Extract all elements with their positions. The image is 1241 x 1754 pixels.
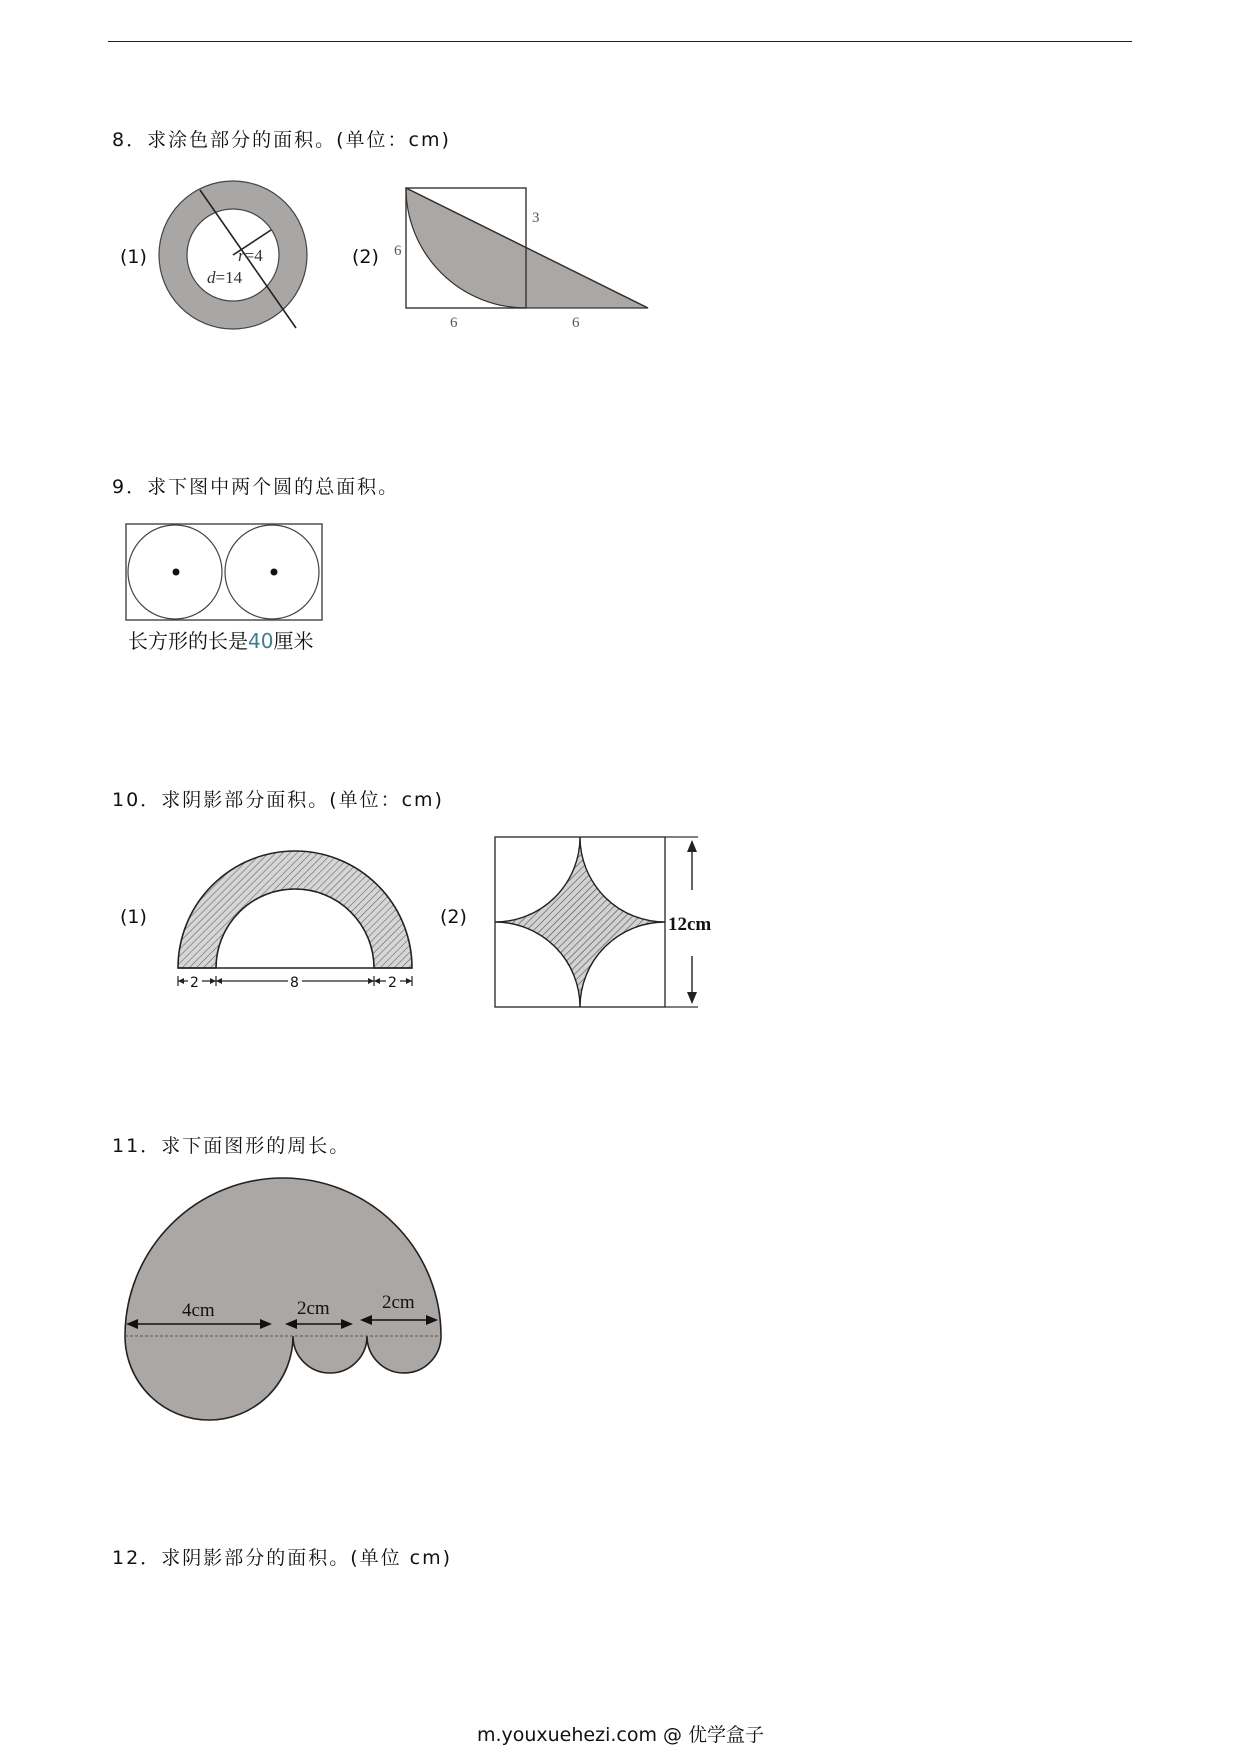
q8-part2-label: (2) — [352, 246, 379, 268]
svg-text:r=4 — [238, 246, 263, 265]
header-rule — [108, 41, 1132, 42]
q8-label-right: 3 — [532, 210, 540, 226]
q9-circles-figure — [120, 520, 330, 653]
q10-semiring-figure — [170, 838, 430, 998]
question-12: 12．求阴影部分的面积。(单位 cm) — [112, 1547, 453, 1569]
q8-part1-label: (1) — [120, 246, 147, 268]
q10-side-label: 12cm — [668, 914, 712, 935]
q11-label-2cm-a: 2cm — [297, 1298, 330, 1319]
q10-dim-right: 2 — [388, 975, 397, 991]
q9-caption-num: 40 — [248, 629, 274, 653]
q8-r-var: r — [238, 246, 245, 265]
question-11: 11．求下面图形的周长。 — [112, 1135, 351, 1157]
question-10: 10．求阴影部分面积。(单位：cm) — [112, 789, 444, 811]
q10-part2-label: (2) — [440, 906, 467, 928]
q11-arc-figure — [110, 1170, 450, 1430]
q8-label-bottom-left: 6 — [450, 315, 458, 331]
svg-text:长方形的长是40厘米 — [128, 629, 313, 653]
q8-d-val: =14 — [215, 268, 243, 287]
q10-dim-left: 2 — [190, 975, 199, 991]
q10-part1-label: (1) — [120, 906, 147, 928]
q8-label-bottom-right: 6 — [572, 315, 580, 331]
svg-text:d=14 — [207, 268, 243, 287]
question-8: 8．求涂色部分的面积。(单位：cm) — [112, 129, 451, 151]
q10-square-figure — [490, 832, 730, 1012]
q10-dim-middle: 8 — [290, 975, 299, 991]
q11-label-4cm: 4cm — [182, 1300, 215, 1321]
q9-caption-b: 厘米 — [273, 629, 314, 653]
footer-watermark: m.youxuehezi.com @ 优学盒子 — [476, 1724, 765, 1746]
question-9: 9．求下图中两个圆的总面积。 — [112, 476, 400, 498]
q8-d-var: d — [207, 268, 216, 287]
q8-label-left: 6 — [394, 243, 402, 259]
q11-label-2cm-b: 2cm — [382, 1292, 415, 1313]
q9-caption-a: 长方形的长是 — [128, 629, 248, 653]
q8-ring-figure — [150, 170, 340, 345]
q8-r-val: =4 — [244, 246, 263, 265]
q8-triangle-figure — [392, 180, 672, 340]
